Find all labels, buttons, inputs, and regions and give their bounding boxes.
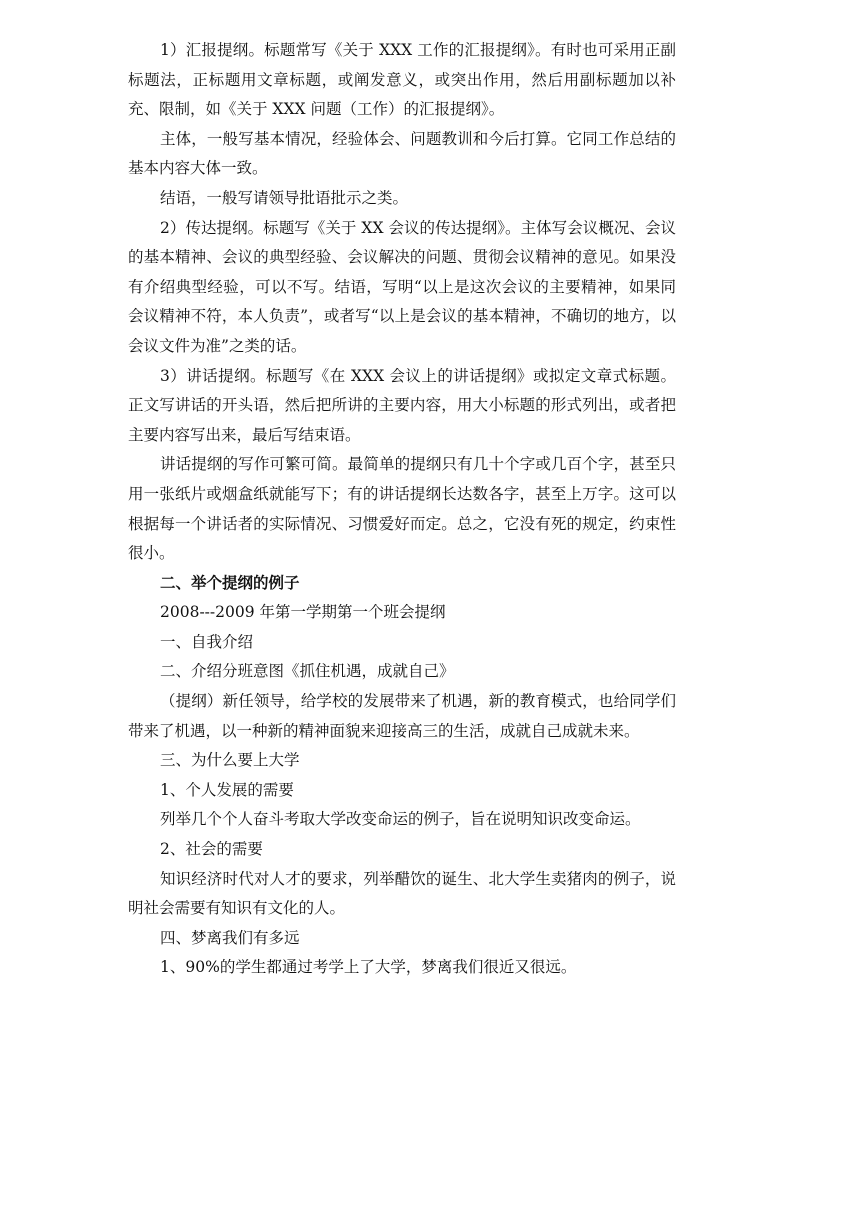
list-item-class-intent: 二、介绍分班意图《抓住机遇，成就自己》	[160, 662, 455, 681]
document-body	[128, 36, 676, 983]
list-item-self-intro: 一、自我介绍	[160, 632, 254, 651]
section-heading: 二、举个提纲的例子	[160, 573, 300, 592]
paragraph-speech-outline: 3）讲话提纲。标题写《在 XXX 会议上的讲话提纲》或拟定文章式标题。正文写讲话的开头语，然后把所讲的主要内容，用大小标题的形式列出，或者把主要内容写出来，最后写结束语。	[128, 366, 676, 444]
paragraph-report-outline: 1）汇报提纲。标题常写《关于 XXX 工作的汇报提纲》。有时也可采用正副标题法，正标题用文章标题，或阐发意义，或突出作用，然后用副标题加以补充、限制，如《关于 XXX 问题（工作）的汇报提纲》。	[128, 41, 676, 119]
paragraph-outline-note: （提纲）新任领导，给学校的发展带来了机遇，新的教育模式，也给同学们带来了机遇，以一种新的精神面貌来迎接高三的生活，成就自己成就未来。	[128, 692, 676, 740]
paragraph-speech-writing: 讲话提纲的写作可繁可简。最简单的提纲只有几十个字或几百个字，甚至只用一张纸片或烟盒纸就能写下；有的讲话提纲长达数各字，甚至上万字。这可以根据每一个讲话者的实际情况、习惯爱好而定。总之，它没有死的规定，约束性很小。	[128, 455, 676, 563]
paragraph-main-body: 主体，一般写基本情况，经验体会、问题教训和今后打算。它同工作总结的基本内容大体一致。	[128, 129, 676, 178]
list-item-dream-distance: 四、梦离我们有多远	[160, 928, 300, 947]
paragraph-social-example: 知识经济时代对人才的要求，列举醋饮的诞生、北大学生卖猪肉的例子，说明社会需要有知识有文化的人。	[128, 869, 676, 918]
list-item-ninety-percent: 1、90%的学生都通过考学上了大学，梦离我们很近又很远。	[160, 958, 577, 977]
paragraph-conclusion: 结语，一般写请领导批语批示之类。	[160, 188, 409, 207]
paragraph-personal-example: 列举几个个人奋斗考取大学改变命运的例子，旨在说明知识改变命运。	[160, 810, 641, 829]
paragraph-relay-outline: 2）传达提纲。标题写《关于 XX 会议的传达提纲》。主体写会议概况、会议的基本精神、会议的典型经验、会议解决的问题、贯彻会议精神的意见。如果没有介绍典型经验，可以不写。结语，写明“以上是这次会议的主要精神，如果同会议精神不符，本人负责”，或者写“以上是会议的基本精神，不确切的地方，以会议文件为准”之类的话。	[128, 218, 676, 355]
list-item-social-need: 2、社会的需要	[160, 840, 263, 859]
list-item-why-university: 三、为什么要上大学	[160, 751, 300, 770]
list-item-personal-need: 1、个人发展的需要	[160, 780, 294, 799]
paragraph-class-meeting-title: 2008---2009 年第一学期第一个班会提纲	[160, 603, 446, 622]
